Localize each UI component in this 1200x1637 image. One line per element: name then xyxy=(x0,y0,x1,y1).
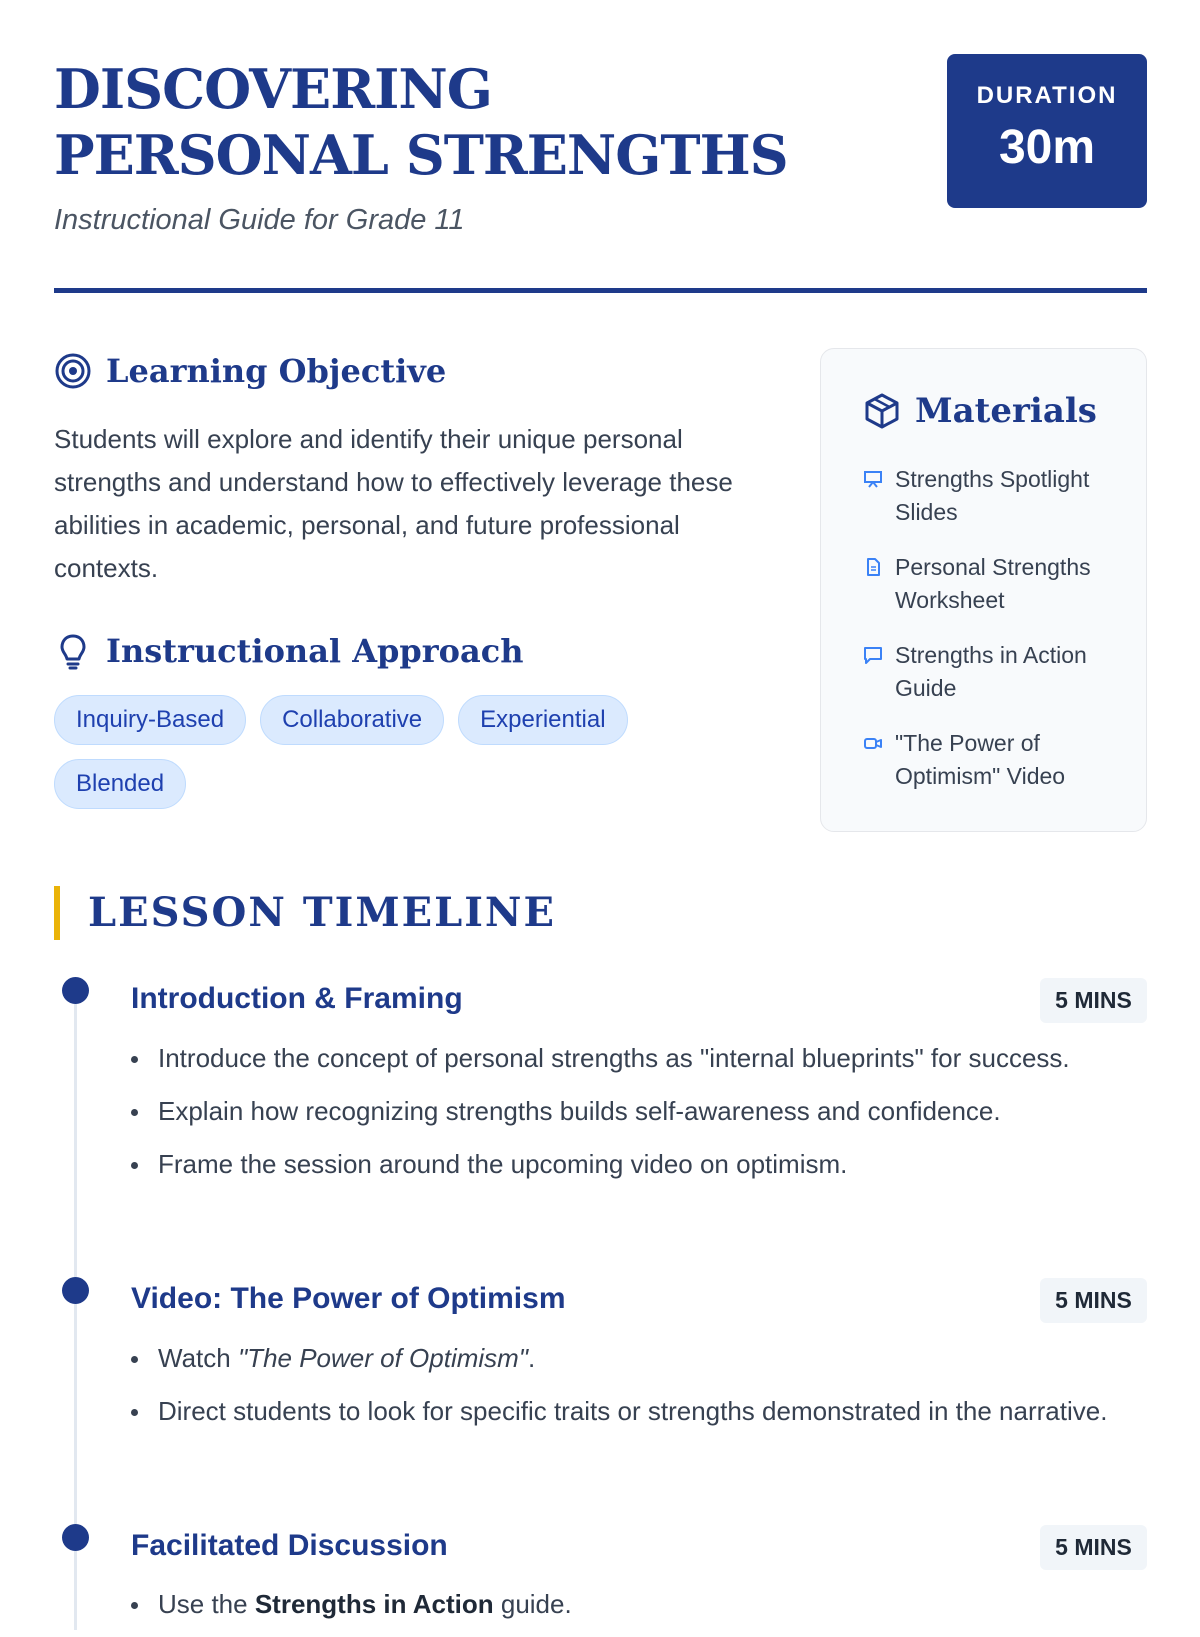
chat-icon xyxy=(863,645,883,665)
bullet-suffix: guide. xyxy=(493,1589,572,1619)
objective-heading xyxy=(54,352,446,390)
step-bullets xyxy=(131,1038,1147,1197)
bullet-prefix: Watch xyxy=(158,1343,238,1373)
approach-heading-label: Instructional Approach xyxy=(106,632,524,670)
header-divider xyxy=(54,288,1147,293)
step-bullet: Introduce the concept of personal strengths as "internal blueprints" for success. xyxy=(131,1038,1147,1078)
materials-heading-label: Materials xyxy=(915,391,1097,431)
bullet-suffix: . xyxy=(528,1343,536,1373)
timeline-dot xyxy=(62,1277,89,1304)
approach-heading xyxy=(54,632,523,670)
step-title: Video: The Power of Optimism xyxy=(131,1282,566,1315)
presentation-icon xyxy=(863,469,883,489)
materials-heading xyxy=(863,391,1097,431)
target-icon xyxy=(54,352,92,390)
step-title: Facilitated Discussion xyxy=(131,1529,448,1562)
bullet-prefix: Use the xyxy=(158,1589,255,1619)
page-title: DISCOVERING PERSONAL STRENGTHS xyxy=(54,57,788,187)
step-bullets xyxy=(131,1584,1147,1637)
materials-list xyxy=(863,463,1123,815)
material-item xyxy=(863,639,1123,705)
step-bullets xyxy=(131,1338,1147,1444)
step-bullet xyxy=(131,1338,1147,1378)
step-bullet: Direct students to look for specific traits or strengths demonstrated in the narrative. xyxy=(131,1391,1147,1431)
video-title: "The Power of Optimism" xyxy=(237,1343,529,1373)
step-duration-badge: 5 MINS xyxy=(1040,1525,1147,1570)
material-label: "The Power of Optimism" Video xyxy=(895,730,1066,789)
approach-tag: Inquiry-Based xyxy=(54,695,246,745)
timeline-heading: LESSON TIMELINE xyxy=(54,886,556,940)
objective-text: Students will explore and identify their unique personal strengths and understand how to effectively leverage these abilities in academic, personal, and future professional contexts. xyxy=(54,424,733,583)
approach-tag: Collaborative xyxy=(260,695,444,745)
duration-label: DURATION xyxy=(976,82,1118,109)
page-subtitle: Instructional Guide for Grade 11 xyxy=(54,204,465,236)
document-icon xyxy=(863,557,883,577)
material-item xyxy=(863,727,1123,793)
video-icon xyxy=(863,733,883,753)
objective-heading-label: Learning Objective xyxy=(106,352,447,390)
approach-tag: Experiential xyxy=(458,695,627,745)
step-bullet xyxy=(131,1584,1147,1624)
box-icon xyxy=(863,392,901,430)
guide-name: Strengths in Action xyxy=(254,1589,494,1619)
material-item xyxy=(863,463,1123,529)
step-bullet: Explain how recognizing strengths builds self-awareness and confidence. xyxy=(131,1091,1147,1131)
step-duration-badge: 5 MINS xyxy=(1040,978,1147,1023)
material-label: Strengths in Action Guide xyxy=(895,642,1087,701)
material-label: Personal Strengths Worksheet xyxy=(895,554,1091,613)
timeline-dot xyxy=(62,977,89,1004)
approach-tags xyxy=(54,695,694,809)
duration-badge xyxy=(947,54,1147,208)
material-label: Strengths Spotlight Slides xyxy=(895,466,1090,525)
timeline-dot xyxy=(62,1524,89,1551)
material-item xyxy=(863,551,1123,617)
duration-value: 30m xyxy=(998,121,1096,174)
approach-tag: Blended xyxy=(54,759,186,809)
step-duration-badge: 5 MINS xyxy=(1040,1278,1147,1323)
materials-card xyxy=(820,348,1147,832)
step-bullet: Frame the session around the upcoming video on optimism. xyxy=(131,1144,1147,1184)
lightbulb-icon xyxy=(54,632,92,670)
step-title: Introduction & Framing xyxy=(131,982,463,1015)
